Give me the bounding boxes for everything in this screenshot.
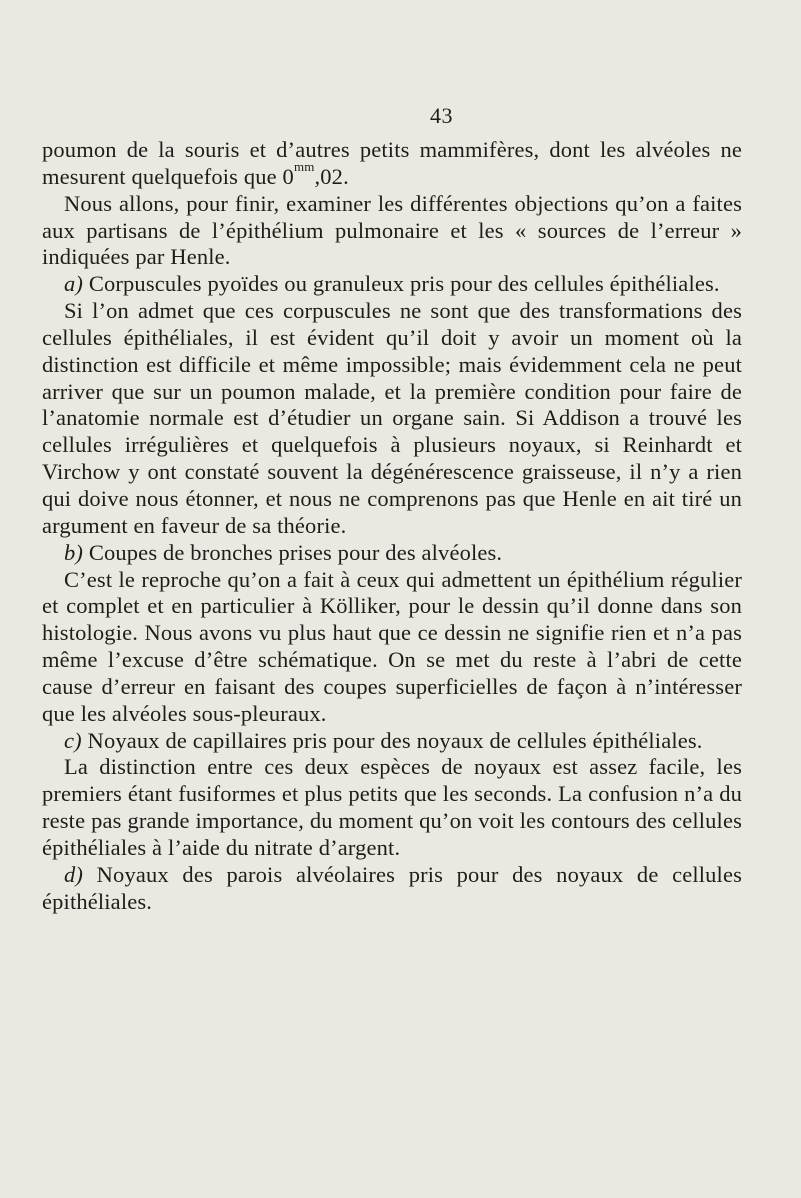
item-label-d: d) (64, 861, 84, 887)
paragraph-text-end: ,02. (314, 163, 349, 189)
heading-a (42, 271, 742, 298)
paragraph-b: C’est le reproche qu’on a fait à ceux qui admettent un épithélium régulier et complet et en particulier à Kölliker, pour le dessin qu’il donne dans son histologie. Nous avons vu plus haut que ce dessin ne signifie rien et n’a pas même l’excuse d’être schématique. On se met du reste à l’abri de cette cause d’erreur en faisant des coupes superficielles de façon à n’intéresser que les alvéoles sous-pleuraux. (42, 566, 742, 726)
unit-superscript: mm (293, 158, 315, 174)
heading-a-text: Corpuscules pyoïdes ou granuleux pris pour des cellules épithéliales. (83, 271, 720, 297)
heading-d (42, 862, 742, 916)
paragraph-a: Si l’on admet que ces corpuscules ne sont que des transformations des cellules épithéliales, il est évident qu’il doit y avoir un moment où la distinction est difficile et même impossible; mais évidemment cela ne peut arriver que sur un poumon malade, et la première condition pour faire de l’anatomie normale est d’étudier un organe sain. Si Addison a trouvé les cellules irrégulières et quelquefois à plusieurs noyaux, si Reinhardt et Virchow y ont constaté souvent la dégénérescence graisseuse, il n’y a rien qui doive nous étonner, et nous ne comprenons pas que Henle en ait tiré un argument en faveur de sa théorie. (42, 298, 742, 538)
item-label-a: a) (64, 271, 84, 297)
body-text (42, 137, 742, 915)
heading-b-text: Coupes de bronches prises pour des alvéoles. (83, 539, 503, 565)
heading-d-text: Noyaux des parois alvéolaires pris pour des noyaux de cellules épithéliales. (42, 861, 742, 914)
heading-c (42, 728, 742, 755)
heading-b (42, 540, 742, 567)
page-number: 43 (430, 103, 453, 128)
paragraph-c: La distinction entre ces deux espèces de noyaux est assez facile, les premiers étant fusiformes et plus petits que les seconds. La confusion n’a du reste pas grande importance, du moment qu’on voit les contours des cellules épithéliales à l’aide du nitrate d’argent. (42, 754, 742, 860)
paragraph-text: poumon de la souris et d’autres petits mammifères, dont les alvéoles ne mesurent quelquefois que 0 (42, 137, 742, 189)
item-label-b: b) (64, 539, 84, 565)
paragraph-objections-intro: Nous allons, pour finir, examiner les différentes objections qu’on a faites aux partisans de l’épithélium pulmonaire et les « sources de l’erreur » indiquées par Henle. (42, 190, 742, 270)
paragraph-continuation (42, 137, 742, 191)
heading-c-text: Noyaux de capillaires pris pour des noyaux de cellules épithéliales. (81, 727, 703, 753)
item-label-c: c) (64, 727, 82, 753)
